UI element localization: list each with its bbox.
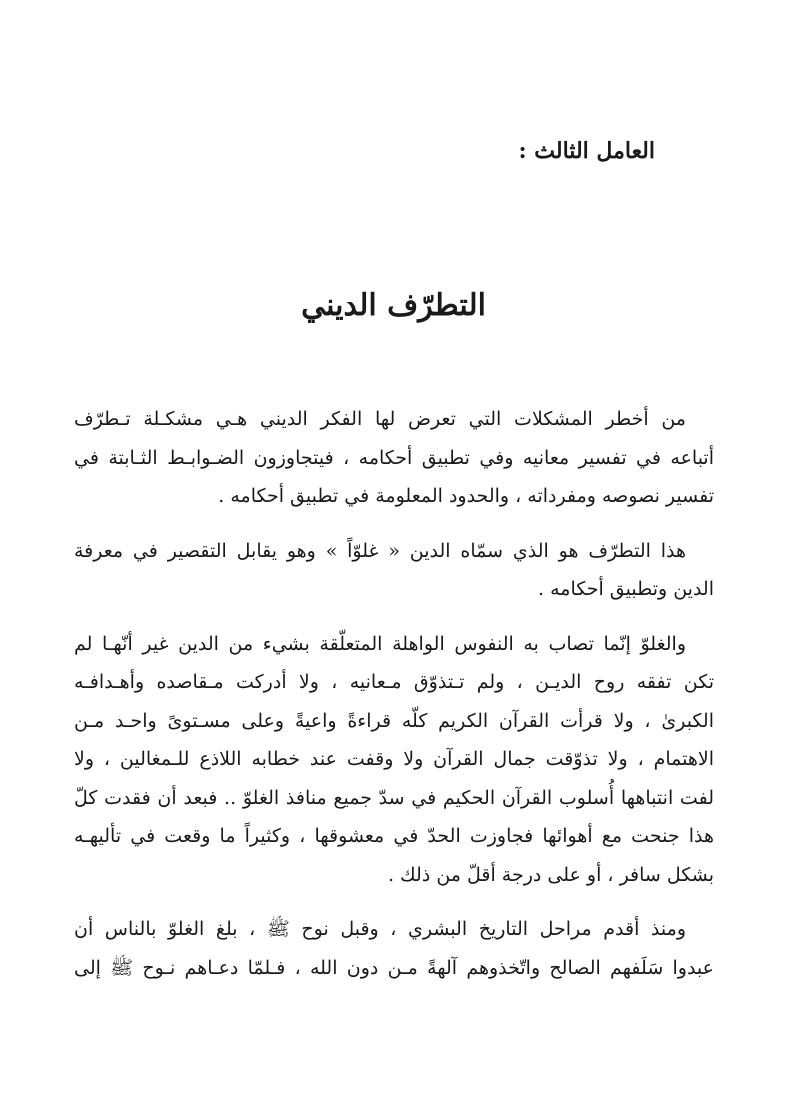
text-line: هذا جنحت مع أهوائها فجاوزت الحدّ في معشوقها ، وكثيراً ما وقعت في تأليهـه	[74, 825, 714, 847]
text-line: عبدوا سَلَفهم الصالح واتّخذوهم آلهةً مـن دون الله ، فـلمّا دعـاهم نـوح ﷺ إلى	[74, 956, 714, 979]
text-line: لفت انتباهها أُسلوب القرآن الحكيم في سدّ جميع منافذ الغلوّ .. فبعد أن فقدت كلّ	[74, 786, 714, 809]
text-line: أتباعه في تفسير معانيه وفي تطبيق أحكامه ، فيتجاوزون الضـوابـط الثـابتة في	[74, 446, 714, 469]
text-line: الاهتمام ، ولا تذوّقت جمال القرآن ولا وقفت عند خطابه اللاذع للـمغالين ، ولا	[74, 748, 714, 770]
text-line: الدين وتطبيق أحكامه .	[538, 578, 714, 600]
text-line: ومنذ أقدم مراحل التاريخ البشري ، وقبل نوح ﷺ ، بلغ الغلوّ بالناس أن	[74, 918, 686, 940]
paragraph-1	[74, 400, 714, 516]
page-title: التطرّف الديني	[301, 288, 486, 323]
body-text	[74, 400, 714, 1003]
paragraph-4	[74, 910, 714, 987]
text-line: تفسير نصوصه ومفرداته ، والحدود المعلومة في تطبيق أحكامه .	[218, 485, 714, 507]
text-line: تكن تفقه روح الديـن ، ولم تـتذوّق مـعانيه ، ولا أدركت مـقاصده وأهـدافـه	[74, 671, 714, 693]
text-line: الكبرىٰ ، ولا قرأت القرآن الكريم كلّه قراءةً واعيةً وعلى مسـتوىً واحـد مـن	[74, 709, 714, 732]
text-line: والغلوّ إنّما تصاب به النفوس الواهلة المتعلّقة بشيء من الدين غير أنّهـا لم	[74, 632, 686, 655]
paragraph-2	[74, 532, 714, 609]
chapter-label: العامل الثالث :	[518, 138, 655, 164]
text-line: من أخطر المشكلات التي تعرض لها الفكر الديني هـي مشكـلة تـطرّف	[74, 408, 686, 430]
text-line: هذا التطرّف هو الذي سمّاه الدين « غلوّاً » وهو يقابل التقصير في معرفة	[74, 539, 686, 562]
paragraph-3	[74, 625, 714, 895]
text-line: بشكل سافر ، أو على درجة أقلّ من ذلك .	[387, 863, 714, 886]
